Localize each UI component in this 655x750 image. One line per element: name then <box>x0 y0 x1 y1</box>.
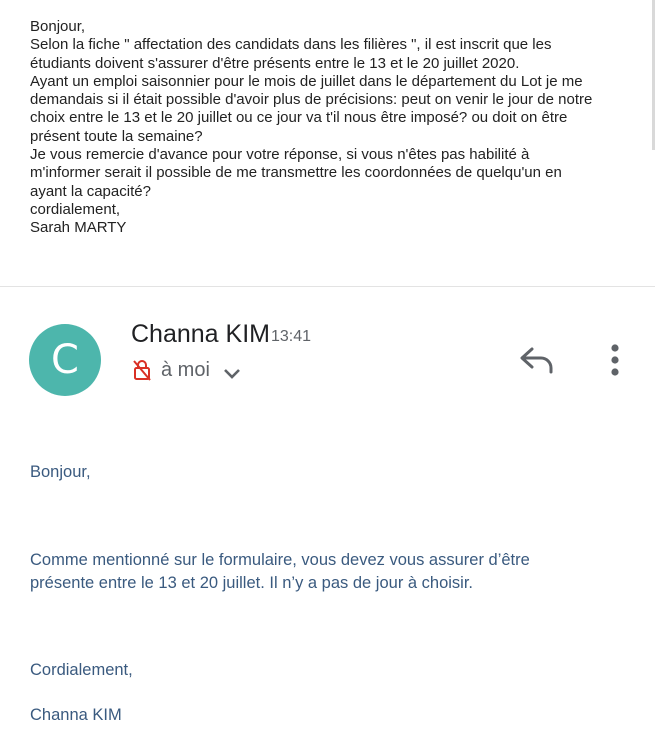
chevron-down-icon <box>222 367 242 381</box>
quoted-message <box>30 18 630 238</box>
sender-name: Channa KIM <box>131 320 270 348</box>
quoted-line: présent toute la semaine? <box>30 127 203 145</box>
avatar-letter: C <box>51 337 79 383</box>
reply-signature: Channa KIM <box>30 706 122 724</box>
quoted-line: Bonjour, <box>30 18 86 35</box>
reply-button[interactable] <box>515 342 559 378</box>
recipient-details-toggle[interactable] <box>133 356 242 384</box>
reply-body-line: Comme mentionné sur le formulaire, vous devez vous assurer d’être <box>30 551 530 569</box>
recipient-label: à moi <box>161 358 210 381</box>
quoted-line: ayant la capacité? <box>30 182 151 200</box>
quoted-line: demandais si il était possible d'avoir plus de précisions: peut on venir le jour de notre <box>30 91 593 109</box>
quoted-line: choix entre le 13 et le 20 juillet ou ce jour va t'il nous être imposé? ou doit on être <box>30 109 568 127</box>
reply-greeting: Bonjour, <box>30 463 91 481</box>
quoted-line: étudiants doivent s'assurer d'être présents entre le 13 et le 20 juillet 2020. <box>30 54 520 72</box>
message-divider <box>0 286 655 287</box>
lock-off-icon <box>133 359 151 381</box>
message-time: 13:41 <box>271 328 312 345</box>
quoted-line: Ayant un emploi saisonnier pour le mois de juillet dans le département du Lot je me <box>30 72 583 90</box>
more-options-button[interactable] <box>600 340 630 380</box>
quoted-line: m'informer serait il possible de me transmettre les coordonnées de quelqu'un en <box>30 164 562 182</box>
more-vert-icon <box>610 343 620 377</box>
quoted-line: Selon la fiche " affectation des candidats dans les filières ", il est inscrit que les <box>30 36 552 54</box>
reply-icon <box>519 346 555 374</box>
avatar[interactable] <box>29 324 101 396</box>
quoted-line: cordialement, <box>30 200 121 218</box>
reply-body-line: présente entre le 13 et 20 juillet. Il n’y a pas de jour à choisir. <box>30 574 474 592</box>
quoted-line: Sarah MARTY <box>30 219 127 237</box>
reply-closing: Cordialement, <box>30 661 133 679</box>
quoted-line: Je vous remercie d'avance pour votre réponse, si vous n'êtes pas habilité à <box>30 146 530 164</box>
